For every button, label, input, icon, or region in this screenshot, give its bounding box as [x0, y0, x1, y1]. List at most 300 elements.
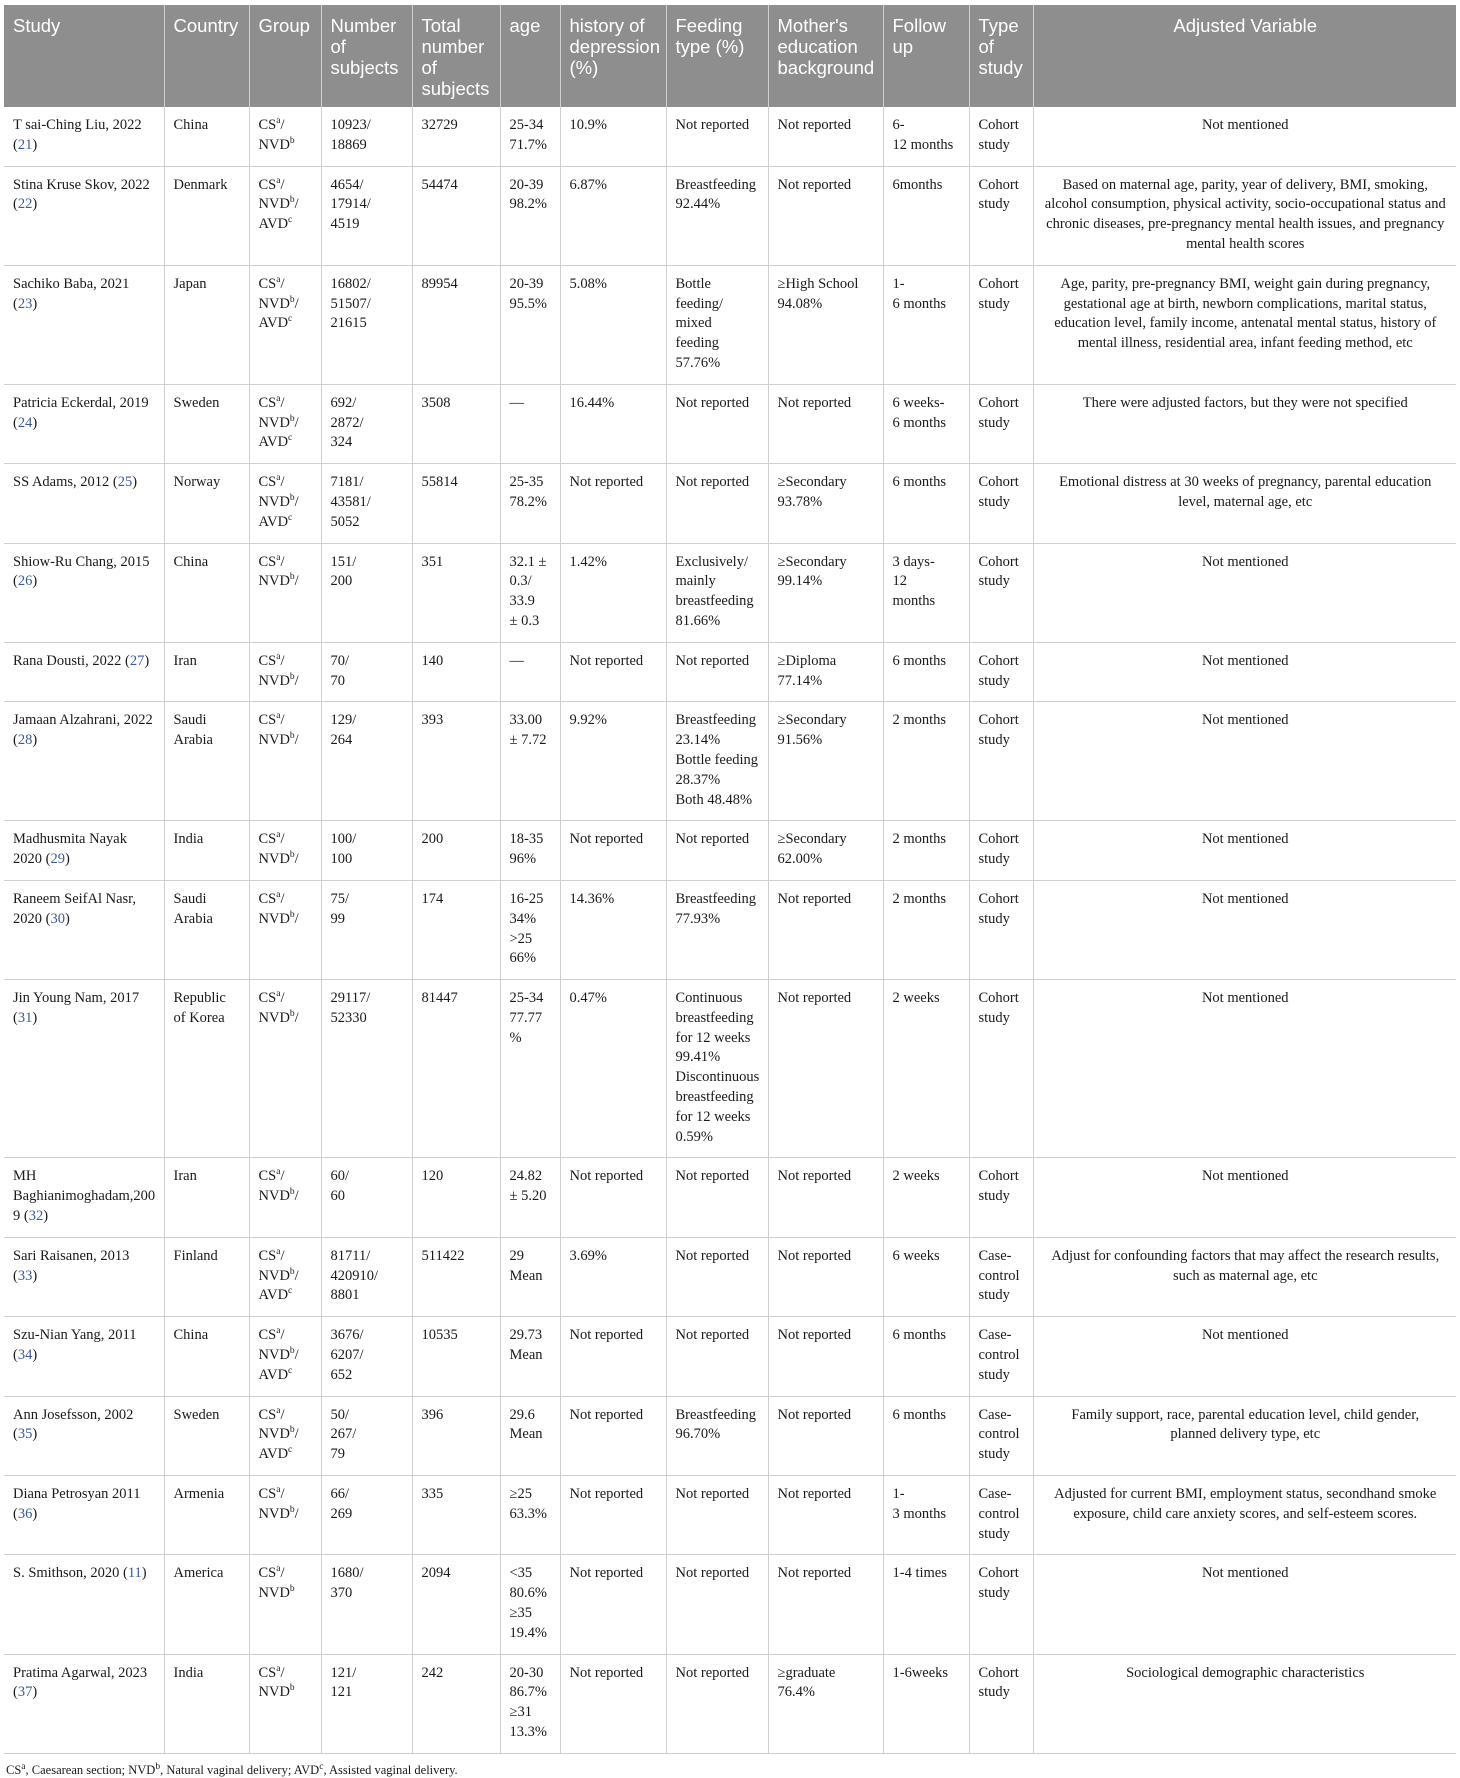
study-type-value: study — [978, 851, 1010, 868]
education-value: Not reported — [777, 1168, 852, 1185]
subjects-value: 66/ — [330, 1486, 350, 1503]
cell-adjusted-variable — [1033, 702, 1456, 821]
table-body — [4, 107, 1456, 1753]
feeding-value: Exclusively/ — [675, 553, 748, 570]
cell-study: Diana Petrosyan 2011 (36) — [4, 1476, 164, 1555]
feeding-value: 81.66% — [675, 612, 721, 629]
table-row — [4, 1476, 1456, 1555]
feeding-value: Continuous — [675, 990, 743, 1007]
cell-education — [768, 1158, 883, 1237]
cell-number-of-subjects — [321, 1317, 412, 1396]
group-label: NVD$^b$/ — [258, 1346, 299, 1364]
study-type-value: study — [978, 1525, 1010, 1542]
cell-number-of-subjects — [321, 464, 412, 543]
cell-feeding-type — [666, 1555, 768, 1654]
cell-study: Stina Kruse Skov, 2022 (22) — [4, 166, 164, 265]
cell-history-of-depression: 9.92% — [560, 702, 666, 821]
cell-education — [768, 1654, 883, 1753]
reference-link[interactable]: 28 — [17, 732, 33, 749]
cell-study: T sai-Ching Liu, 2022 (21) — [4, 107, 164, 166]
reference-link[interactable]: 23 — [17, 295, 33, 312]
cell-education — [768, 980, 883, 1158]
study-name: Raneem SeifAl Nasr, 2020 — [13, 890, 137, 927]
reference-link[interactable]: 29 — [50, 851, 65, 868]
follow-up-value: 6 weeks — [892, 1247, 940, 1264]
cell-education — [768, 265, 883, 384]
feeding-value: Not reported — [675, 1565, 750, 1582]
feeding-value: Not reported — [675, 394, 750, 411]
cell-group — [249, 702, 321, 821]
cell-history-of-depression: 10.9% — [560, 107, 666, 166]
cell-follow-up — [883, 702, 969, 821]
group-label: AVD$^c$ — [258, 215, 293, 233]
subjects-value: 51507/ — [330, 295, 371, 312]
group-label: NVD$^b$/ — [258, 413, 299, 431]
feeding-value: breastfeeding — [675, 1009, 754, 1026]
adjusted-value: Not mentioned — [1201, 990, 1289, 1007]
reference-link[interactable]: 31 — [17, 1009, 33, 1026]
education-value: 99.14% — [777, 573, 823, 590]
cell-feeding-type — [666, 1476, 768, 1555]
cell-feeding-type — [666, 107, 768, 166]
cell-adjusted-variable — [1033, 980, 1456, 1158]
cell-group — [249, 166, 321, 265]
study-type-value: study — [978, 1287, 1010, 1304]
age-value: 78.2% — [509, 493, 547, 510]
adjusted-value: Not mentioned — [1201, 1168, 1289, 1185]
table-row — [4, 265, 1456, 384]
age-value: 18-35 — [509, 831, 544, 848]
cell-feeding-type — [666, 265, 768, 384]
reference-link[interactable]: 30 — [50, 910, 65, 927]
reference-link[interactable]: 36 — [17, 1505, 33, 1522]
cell-group — [249, 1237, 321, 1316]
feeding-value: Not reported — [675, 474, 750, 491]
cell-group — [249, 1317, 321, 1396]
cell-history-of-depression: Not reported — [560, 1396, 666, 1475]
education-value: 94.08% — [777, 295, 823, 312]
study-type-value: Case- — [978, 1247, 1012, 1264]
study-type-value: study — [978, 1446, 1010, 1463]
cell-total-subjects: 81447 — [412, 980, 500, 1158]
feeding-value: for 12 weeks — [675, 1108, 751, 1125]
adjusted-value: Adjust for confounding factors that may affect the research results, such as maternal age, etc — [1051, 1247, 1440, 1284]
study-type-value: Cohort — [978, 1565, 1019, 1582]
group-label: NVD$^b$/ — [258, 1425, 299, 1443]
study-type-value: control — [978, 1426, 1020, 1443]
feeding-value: Discontinuous — [675, 1069, 760, 1086]
study-type-value: Cohort — [978, 394, 1019, 411]
education-value: ≥graduate — [777, 1664, 836, 1681]
feeding-value: 99.41% — [675, 1049, 721, 1066]
cell-study: Jamaan Alzahrani, 2022 (28) — [4, 702, 164, 821]
feeding-value: Both 48.48% — [675, 791, 753, 808]
reference-link[interactable]: 25 — [117, 474, 133, 491]
cell-country: Saudi Arabia — [164, 880, 249, 979]
cell-age — [500, 880, 560, 979]
reference-link[interactable]: 32 — [28, 1208, 44, 1225]
subjects-value: 43581/ — [330, 493, 371, 510]
education-value: Not reported — [777, 1327, 852, 1344]
cell-study: Patricia Eckerdal, 2019 (24) — [4, 384, 164, 463]
cell-study: Raneem SeifAl Nasr, 2020 (30) — [4, 880, 164, 979]
group-label: $CS^a/$ — [258, 1326, 285, 1344]
group-label: NVD$^b$/ — [258, 671, 299, 689]
cell-total-subjects: 89954 — [412, 265, 500, 384]
cell-education — [768, 384, 883, 463]
follow-up-value: 6 months — [892, 652, 947, 669]
feeding-value: Bottle feeding — [675, 751, 759, 768]
study-name: Madhusmita Nayak 2020 — [13, 831, 127, 868]
feeding-value: 0.59% — [675, 1128, 713, 1145]
group-label: NVD$^b$/ — [258, 294, 299, 312]
cell-history-of-depression: Not reported — [560, 821, 666, 881]
cell-total-subjects: 396 — [412, 1396, 500, 1475]
age-value: — — [509, 394, 524, 411]
cell-study-type — [969, 384, 1033, 463]
cell-country: India — [164, 821, 249, 881]
cell-number-of-subjects — [321, 265, 412, 384]
group-label: $CS^a/$ — [258, 175, 285, 193]
group-label: $CS^a/$ — [258, 1485, 285, 1503]
study-type-value: Cohort — [978, 176, 1019, 193]
follow-up-value: 3 months — [892, 1505, 947, 1522]
cell-education — [768, 166, 883, 265]
table-row — [4, 880, 1456, 979]
study-type-value: study — [978, 136, 1010, 153]
column-header: history of depression (%) — [560, 5, 666, 107]
cell-feeding-type — [666, 166, 768, 265]
cell-study: Shiow-Ru Chang, 2015 (26) — [4, 543, 164, 642]
study-type-value: study — [978, 573, 1010, 590]
group-label: $CS^a/$ — [258, 473, 285, 491]
study-type-value: Cohort — [978, 652, 1019, 669]
cell-study-type — [969, 543, 1033, 642]
column-header: Total number of subjects — [412, 5, 500, 107]
cell-total-subjects: 32729 — [412, 107, 500, 166]
subjects-value: 60 — [330, 1188, 345, 1205]
cell-follow-up — [883, 464, 969, 543]
cell-country: Republic of Korea — [164, 980, 249, 1158]
group-label: NVD$^b$/ — [258, 1009, 299, 1026]
cell-total-subjects: 393 — [412, 702, 500, 821]
cell-number-of-subjects — [321, 1476, 412, 1555]
cell-age — [500, 1476, 560, 1555]
column-header: age — [500, 5, 560, 107]
study-name: SS Adams, 2012 — [13, 474, 110, 491]
subjects-value: 370 — [330, 1585, 353, 1602]
cell-age — [500, 702, 560, 821]
reference-link[interactable]: 27 — [129, 652, 145, 669]
feeding-value: mainly — [675, 573, 716, 590]
age-value: ≥35 — [509, 1605, 532, 1622]
cell-total-subjects: 55814 — [412, 464, 500, 543]
cell-history-of-depression: 5.08% — [560, 265, 666, 384]
cell-education — [768, 1476, 883, 1555]
reference-link[interactable]: 34 — [17, 1347, 33, 1364]
subjects-value: 264 — [330, 732, 353, 749]
study-type-value: study — [978, 295, 1010, 312]
adjusted-value: Not mentioned — [1201, 890, 1289, 907]
subjects-value: 3676/ — [330, 1327, 364, 1344]
adjusted-value: Not mentioned — [1201, 117, 1289, 133]
study-type-value: study — [978, 672, 1010, 689]
cell-total-subjects: 140 — [412, 642, 500, 702]
subjects-value: 151/ — [330, 553, 357, 570]
study-type-value: Cohort — [978, 1664, 1019, 1681]
group-label: NVD$^b$/ — [258, 909, 299, 927]
cell-history-of-depression: 6.87% — [560, 166, 666, 265]
reference-link[interactable]: 24 — [17, 414, 33, 431]
age-value: 20-30 — [509, 1664, 544, 1681]
group-label: NVD$^b$/ — [258, 195, 299, 213]
follow-up-value: 1-4 times — [892, 1565, 947, 1582]
age-value: 34% — [509, 910, 537, 927]
cell-feeding-type — [666, 1396, 768, 1475]
study-type-value: control — [978, 1267, 1020, 1284]
age-value: Mean — [509, 1426, 543, 1443]
cell-study: Rana Dousti, 2022 (27) — [4, 642, 164, 702]
cell-age — [500, 1654, 560, 1753]
cell-number-of-subjects — [321, 821, 412, 881]
study-type-value: Cohort — [978, 990, 1019, 1007]
cell-adjusted-variable — [1033, 821, 1456, 881]
subjects-value: 60/ — [330, 1168, 350, 1185]
follow-up-value: 6 months — [892, 1406, 947, 1423]
cell-study-type — [969, 980, 1033, 1158]
group-label: $CS^a/$ — [258, 711, 285, 729]
feeding-value: Breastfeeding — [675, 890, 757, 907]
cell-follow-up — [883, 1555, 969, 1654]
cell-study-type — [969, 821, 1033, 881]
age-value: 0.3/ — [509, 573, 532, 590]
column-header: Group — [249, 5, 321, 107]
age-value: 25-34 — [509, 117, 544, 133]
table-row — [4, 107, 1456, 166]
age-value: 25-34 — [509, 990, 544, 1007]
education-value: Not reported — [777, 890, 852, 907]
study-name: Jamaan Alzahrani, 2022 — [13, 712, 153, 729]
age-value: 29.73 — [509, 1327, 543, 1344]
feeding-value: Not reported — [675, 1247, 750, 1264]
study-name: Rana Dousti, 2022 — [13, 652, 122, 669]
study-name: Ann Josefsson, 2002 — [13, 1406, 134, 1423]
adjusted-value: Not mentioned — [1201, 831, 1289, 848]
footnote-abbr: AVD — [293, 1762, 320, 1777]
study-type-value: study — [978, 1009, 1010, 1026]
cell-group — [249, 464, 321, 543]
feeding-value: 23.14% — [675, 732, 721, 749]
cell-age — [500, 1555, 560, 1654]
cell-group — [249, 107, 321, 166]
reference-link[interactable]: 37 — [17, 1684, 33, 1701]
age-value: <35 — [509, 1565, 533, 1582]
cell-age — [500, 384, 560, 463]
cell-country: Saudi Arabia — [164, 702, 249, 821]
study-type-value: study — [978, 910, 1010, 927]
cell-group — [249, 1555, 321, 1654]
cell-group — [249, 1396, 321, 1475]
age-value: >25 — [509, 930, 533, 947]
cell-study-type — [969, 107, 1033, 166]
cell-adjusted-variable — [1033, 1555, 1456, 1654]
cell-number-of-subjects — [321, 384, 412, 463]
feeding-value: Not reported — [675, 1486, 750, 1503]
adjusted-value: planned delivery type, etc — [1170, 1426, 1321, 1443]
subjects-value: 129/ — [330, 712, 357, 729]
feeding-value: Not reported — [675, 1327, 750, 1344]
reference-link[interactable]: 33 — [17, 1267, 33, 1284]
cell-study: Sachiko Baba, 2021 (23) — [4, 265, 164, 384]
table-row — [4, 702, 1456, 821]
cell-country: Sweden — [164, 1396, 249, 1475]
study-type-value: control — [978, 1505, 1020, 1522]
age-value: 63.3% — [509, 1505, 547, 1522]
age-value: 29 — [509, 1247, 524, 1264]
cell-number-of-subjects — [321, 1158, 412, 1237]
cell-number-of-subjects — [321, 107, 412, 166]
reference-link[interactable]: 35 — [17, 1426, 33, 1443]
table-row — [4, 464, 1456, 543]
education-value: 93.78% — [777, 493, 823, 510]
cell-country: Norway — [164, 464, 249, 543]
age-value: ± 5.20 — [509, 1188, 547, 1205]
cell-group — [249, 642, 321, 702]
table-row — [4, 821, 1456, 881]
study-name: T sai-Ching Liu, 2022 — [13, 117, 142, 133]
education-value: ≥Diploma — [777, 652, 837, 669]
adjusted-value: Adjusted for current BMI, employment status, secondhand smoke exposure, child care anxiety scores, and self-esteem scores. — [1054, 1486, 1437, 1522]
adjusted-value: Not mentioned — [1201, 1327, 1289, 1344]
table-row — [4, 642, 1456, 702]
study-name: Diana Petrosyan 2011 — [13, 1486, 141, 1503]
cell-feeding-type — [666, 1654, 768, 1753]
cell-number-of-subjects — [321, 1654, 412, 1753]
cell-history-of-depression: Not reported — [560, 464, 666, 543]
cell-age — [500, 543, 560, 642]
group-label: AVD$^c$ — [258, 1286, 293, 1304]
cell-group — [249, 880, 321, 979]
reference-link[interactable]: 11 — [127, 1565, 142, 1582]
age-value: 80.6% — [509, 1585, 547, 1602]
cell-feeding-type — [666, 880, 768, 979]
follow-up-value: 6- — [892, 117, 905, 133]
cell-feeding-type — [666, 702, 768, 821]
subjects-value: 100 — [330, 851, 353, 868]
follow-up-value: months — [892, 593, 936, 610]
subjects-value: 200 — [330, 573, 353, 590]
group-label: NVD$^b$/ — [258, 493, 299, 510]
education-value: 91.56% — [777, 732, 823, 749]
study-type-value: Case- — [978, 1406, 1012, 1423]
cell-total-subjects: 200 — [412, 821, 500, 881]
cell-follow-up — [883, 1237, 969, 1316]
cell-feeding-type — [666, 464, 768, 543]
age-value: 29.6 — [509, 1406, 535, 1423]
group-label: NVD$^b$/ — [258, 1266, 299, 1284]
education-value: Not reported — [777, 1486, 852, 1503]
cell-follow-up — [883, 543, 969, 642]
cell-adjusted-variable — [1033, 1158, 1456, 1237]
cell-study: Madhusmita Nayak 2020 (29) — [4, 821, 164, 881]
education-value: Not reported — [777, 990, 852, 1007]
cell-feeding-type — [666, 384, 768, 463]
group-label: $CS^a/$ — [258, 552, 285, 570]
cell-group — [249, 543, 321, 642]
cell-adjusted-variable — [1033, 1237, 1456, 1316]
header-row — [4, 5, 1456, 107]
reference-link[interactable]: 22 — [17, 196, 33, 213]
cell-group — [249, 821, 321, 881]
cell-follow-up — [883, 265, 969, 384]
column-header: Adjusted Variable — [1033, 5, 1456, 107]
group-label: AVD$^c$ — [258, 433, 293, 451]
footnote-text: , Natural vaginal delivery; — [160, 1762, 294, 1777]
subjects-value: 29117/ — [330, 990, 371, 1007]
age-value: ≥31 — [509, 1704, 532, 1721]
group-label: NVD$^b$ — [258, 1584, 295, 1602]
study-type-value: study — [978, 1188, 1010, 1205]
follow-up-value: 2 weeks — [892, 1168, 940, 1185]
cell-total-subjects: 174 — [412, 880, 500, 979]
adjusted-value: Emotional distress at 30 weeks of pregnancy, parental education level, maternal age, etc — [1059, 474, 1432, 510]
column-header: Number of subjects — [321, 5, 412, 107]
cell-feeding-type — [666, 543, 768, 642]
cell-number-of-subjects — [321, 543, 412, 642]
cell-study: Szu-Nian Yang, 2011 (34) — [4, 1317, 164, 1396]
cell-adjusted-variable — [1033, 1396, 1456, 1475]
age-value: 32.1 ± — [509, 553, 547, 570]
subjects-value: 652 — [330, 1366, 353, 1383]
subjects-value: 16802/ — [330, 275, 371, 292]
cell-total-subjects: 120 — [412, 1158, 500, 1237]
column-header: Follow up — [883, 5, 969, 107]
cell-adjusted-variable — [1033, 265, 1456, 384]
feeding-value: Not reported — [675, 1168, 750, 1185]
cell-follow-up — [883, 980, 969, 1158]
age-value: 86.7% — [509, 1684, 547, 1701]
cell-education — [768, 702, 883, 821]
cell-study-type — [969, 1396, 1033, 1475]
subjects-value: 70/ — [330, 652, 350, 669]
cell-country: Denmark — [164, 166, 249, 265]
adjusted-value: Not mentioned — [1201, 712, 1289, 729]
group-label: NVD$^b$/ — [258, 1187, 299, 1205]
age-value: 33.9 — [509, 593, 535, 610]
study-type-value: Case- — [978, 1486, 1012, 1503]
table-row — [4, 166, 1456, 265]
feeding-value: feeding 57.76% — [675, 335, 721, 371]
follow-up-value: 6 months — [892, 295, 947, 312]
reference-link[interactable]: 26 — [17, 573, 33, 590]
cell-adjusted-variable — [1033, 464, 1456, 543]
cell-age — [500, 1317, 560, 1396]
footnote-abbr: NVD — [128, 1762, 156, 1777]
feeding-value: for 12 weeks — [675, 1029, 751, 1046]
education-value: ≥Secondary — [777, 553, 847, 570]
cell-history-of-depression: 3.69% — [560, 1237, 666, 1316]
education-value: Not reported — [777, 117, 852, 133]
group-label: $CS^a/$ — [258, 890, 285, 907]
reference-link[interactable]: 21 — [17, 136, 33, 153]
cell-study-type — [969, 1158, 1033, 1237]
subjects-value: 8801 — [330, 1287, 360, 1304]
cell-follow-up — [883, 166, 969, 265]
age-value: Mean — [509, 1267, 543, 1284]
footnote-abbr: CS — [6, 1762, 22, 1777]
subjects-value: 7181/ — [330, 474, 364, 491]
cell-follow-up — [883, 1476, 969, 1555]
